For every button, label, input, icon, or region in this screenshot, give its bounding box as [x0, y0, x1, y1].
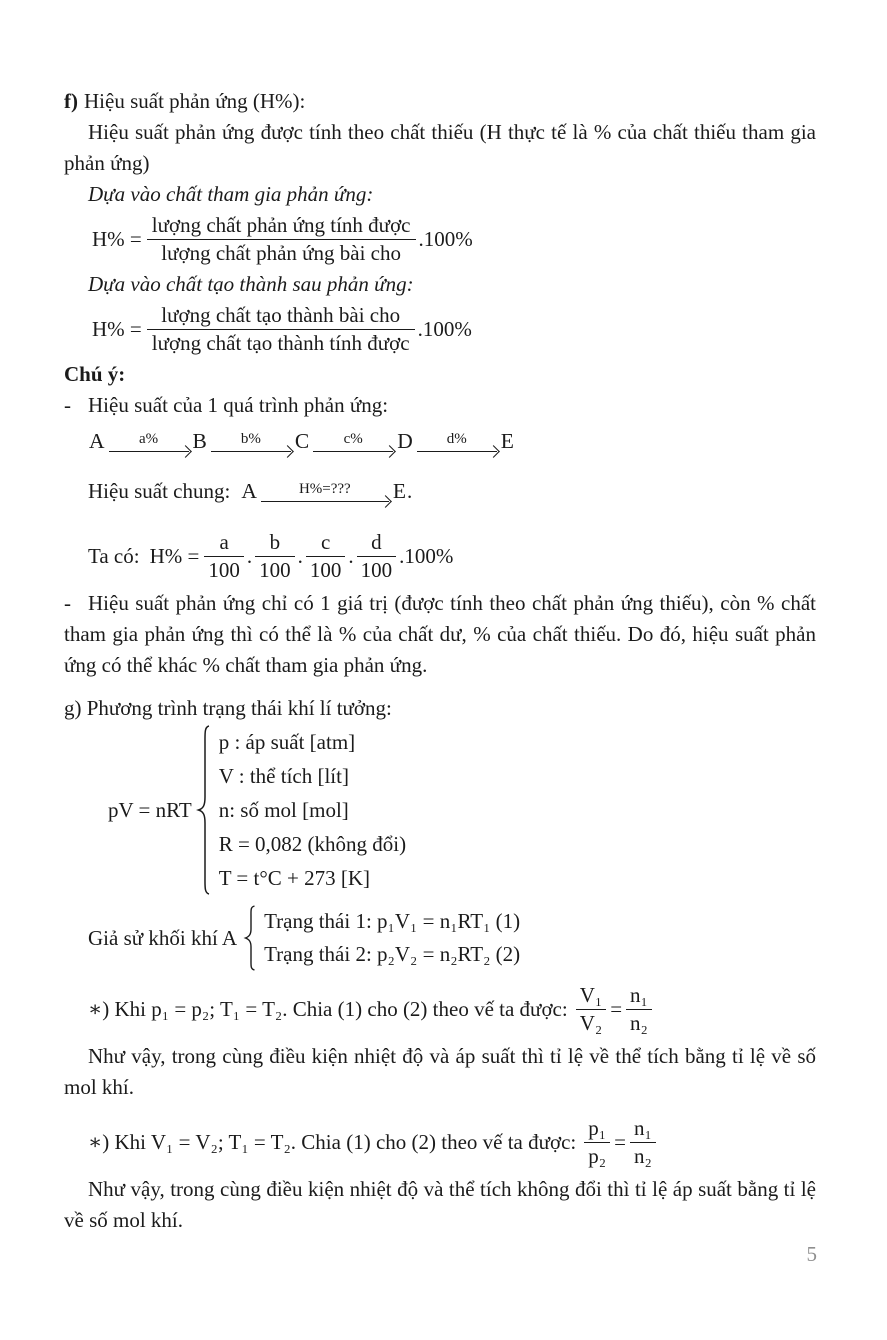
- intro-paragraph: Hiệu suất phản ứng được tính theo chất thiếu (H thực tế là % của chất thiếu tham gia phản ứng): [64, 120, 816, 175]
- state-equation: Trạng thái 2: p₂V₂ = n₂RT₂ (2): [264, 942, 521, 966]
- case-text: ∗) Khi p₁ = p₂; T₁ = T₂. Chia (1) cho (2) theo vế ta được:: [88, 997, 568, 1021]
- gas-equation-lhs: pV = nRT: [108, 797, 192, 822]
- fraction-denominator: lượng chất phản ứng bài cho: [147, 239, 416, 267]
- fraction-denominator: 100: [204, 556, 244, 584]
- formula-suffix: .100%: [399, 544, 454, 568]
- overall-prefix: Hiệu suất chung:: [88, 479, 231, 503]
- case-equal-pressure: [88, 982, 816, 1037]
- reaction-chain: [88, 427, 816, 473]
- period: .: [406, 479, 413, 503]
- chain-node: E: [392, 479, 406, 503]
- case-text: ∗) Khi V₁ = V₂; T₁ = T₂. Chia (1) cho (2) theo vế ta được:: [88, 1130, 577, 1154]
- fraction: [630, 1115, 656, 1170]
- yield-formula-reactant: [92, 212, 816, 267]
- section-f-label: f): [64, 89, 78, 113]
- fraction-denominator: lượng chất tạo thành tính được: [147, 329, 415, 357]
- gas-variable: R = 0,082 (không đổi): [218, 832, 407, 856]
- fraction-numerator: c: [320, 530, 331, 554]
- arrow-right-icon: [211, 451, 291, 452]
- fraction: [576, 982, 607, 1037]
- conclusion-1: Như vậy, trong cùng điều kiện nhiệt độ và áp suất thì tỉ lệ về thể tích bằng tỉ lệ về số mol khí.: [64, 1044, 816, 1099]
- case-equal-volume: [88, 1115, 816, 1170]
- arrow-label: c%: [343, 431, 363, 447]
- chain-node: E: [500, 429, 514, 453]
- note-1-text: Hiệu suất của 1 quá trình phản ứng:: [88, 393, 389, 417]
- fraction-numerator: lượng chất phản ứng tính được: [151, 213, 411, 237]
- bullet-dash: -: [64, 591, 71, 615]
- reaction-arrow: [313, 432, 393, 452]
- fraction-numerator: n₁: [630, 983, 648, 1007]
- chain-node: C: [294, 429, 310, 453]
- two-states-block: [88, 904, 816, 972]
- arrow-label: b%: [240, 431, 261, 447]
- multiply-dot: .: [348, 544, 354, 568]
- chain-node: A: [241, 479, 257, 503]
- fraction-numerator: a: [219, 530, 229, 554]
- gas-variable: p : áp suất [atm]: [218, 730, 356, 754]
- note-2: [64, 588, 816, 681]
- multiply-dot: .: [246, 544, 253, 568]
- fraction: [147, 302, 415, 357]
- yield-formula-product: [92, 302, 816, 357]
- formula-lhs: H% =: [92, 227, 142, 251]
- overall-yield-formula: [88, 529, 816, 584]
- page-content: [64, 86, 816, 1236]
- arrow-right-icon: [261, 501, 389, 502]
- fraction-denominator: 100: [357, 556, 397, 584]
- chain-node: A: [89, 429, 105, 453]
- arrow-right-icon: [417, 451, 497, 452]
- arrow-label: a%: [138, 431, 159, 447]
- assume-prefix: Giả sử khối khí A: [88, 925, 238, 950]
- note-heading: Chú ý:: [64, 362, 126, 386]
- fraction-denominator: n₂: [630, 1142, 656, 1170]
- arrow-label: d%: [446, 431, 467, 447]
- fraction-numerator: lượng chất tạo thành bài cho: [161, 303, 401, 327]
- state-equation: Trạng thái 1: p₁V₁ = n₁RT₁ (1): [264, 909, 521, 933]
- chain-node: D: [397, 429, 413, 453]
- conclusion-2: Như vậy, trong cùng điều kiện nhiệt độ và thể tích không đổi thì tỉ lệ áp suất bằng tỉ lệ về số mol khí.: [64, 1177, 816, 1232]
- formula-lhs: H% =: [149, 544, 200, 568]
- gas-variable: V : thể tích [lít]: [218, 764, 349, 788]
- formula-lhs: H% =: [92, 317, 142, 341]
- reaction-arrow: [109, 432, 189, 452]
- fraction: [584, 1115, 610, 1170]
- section-f-heading: [64, 86, 816, 117]
- based-product-label: Dựa vào chất tạo thành sau phản ứng:: [88, 272, 414, 296]
- gas-variable: T = t°C + 273 [K]: [218, 866, 370, 890]
- fraction-numerator: p₁: [588, 1116, 607, 1140]
- ideal-gas-equation: [108, 724, 816, 896]
- fraction: [626, 982, 652, 1037]
- note-2-text: Hiệu suất phản ứng chỉ có 1 giá trị (được tính theo chất phản ứng thiếu), còn % chất tham gia phản ứng thì có thể là % của chất dư, % của chất thiếu. Do đó, hiệu suất phản ứng có thể khác % chất tham gia phản ứng.: [64, 591, 816, 677]
- fraction-numerator: V₁: [579, 983, 603, 1007]
- left-brace: [196, 724, 212, 896]
- formula-suffix: .100%: [417, 317, 472, 341]
- section-f-title: Hiệu suất phản ứng (H%):: [84, 89, 306, 113]
- page-number: 5: [806, 1242, 817, 1266]
- equals-sign: =: [614, 1130, 626, 1154]
- fraction-denominator: n₂: [626, 1009, 652, 1037]
- fraction-numerator: d: [371, 530, 382, 554]
- fraction: [147, 212, 416, 267]
- fraction-numerator: b: [269, 530, 281, 554]
- formula-suffix: .100%: [418, 227, 473, 251]
- note-1: [64, 390, 816, 421]
- arrow-right-icon: [313, 451, 393, 452]
- fraction: [357, 529, 397, 584]
- section-g-heading: g) Phương trình trạng thái khí lí tưởng:: [64, 696, 392, 720]
- multiply-dot: .: [297, 544, 303, 568]
- taco-prefix: Ta có:: [88, 544, 140, 568]
- fraction-denominator: 100: [255, 556, 295, 584]
- gas-variable-list: [212, 725, 406, 895]
- reaction-arrow: [211, 432, 291, 452]
- fraction: [255, 529, 295, 584]
- based-reactant-label: Dựa vào chất tham gia phản ứng:: [88, 182, 374, 206]
- arrow-label: H%=???: [298, 481, 351, 497]
- equals-sign: =: [610, 997, 623, 1021]
- state-list: [257, 905, 520, 971]
- gas-variable: n: số mol [mol]: [218, 798, 349, 822]
- overall-yield-line: [88, 477, 816, 525]
- fraction-numerator: n₁: [633, 1116, 652, 1140]
- arrow-right-icon: [109, 451, 189, 452]
- bullet-dash: -: [64, 393, 71, 417]
- reaction-arrow: [417, 432, 497, 452]
- left-brace: [243, 904, 257, 972]
- fraction: [204, 529, 244, 584]
- reaction-arrow: [261, 482, 389, 502]
- fraction-denominator: 100: [306, 556, 346, 584]
- chain-node: B: [192, 429, 207, 453]
- fraction-denominator: V₂: [576, 1009, 607, 1037]
- fraction: [306, 529, 346, 584]
- fraction-denominator: p₂: [584, 1142, 610, 1170]
